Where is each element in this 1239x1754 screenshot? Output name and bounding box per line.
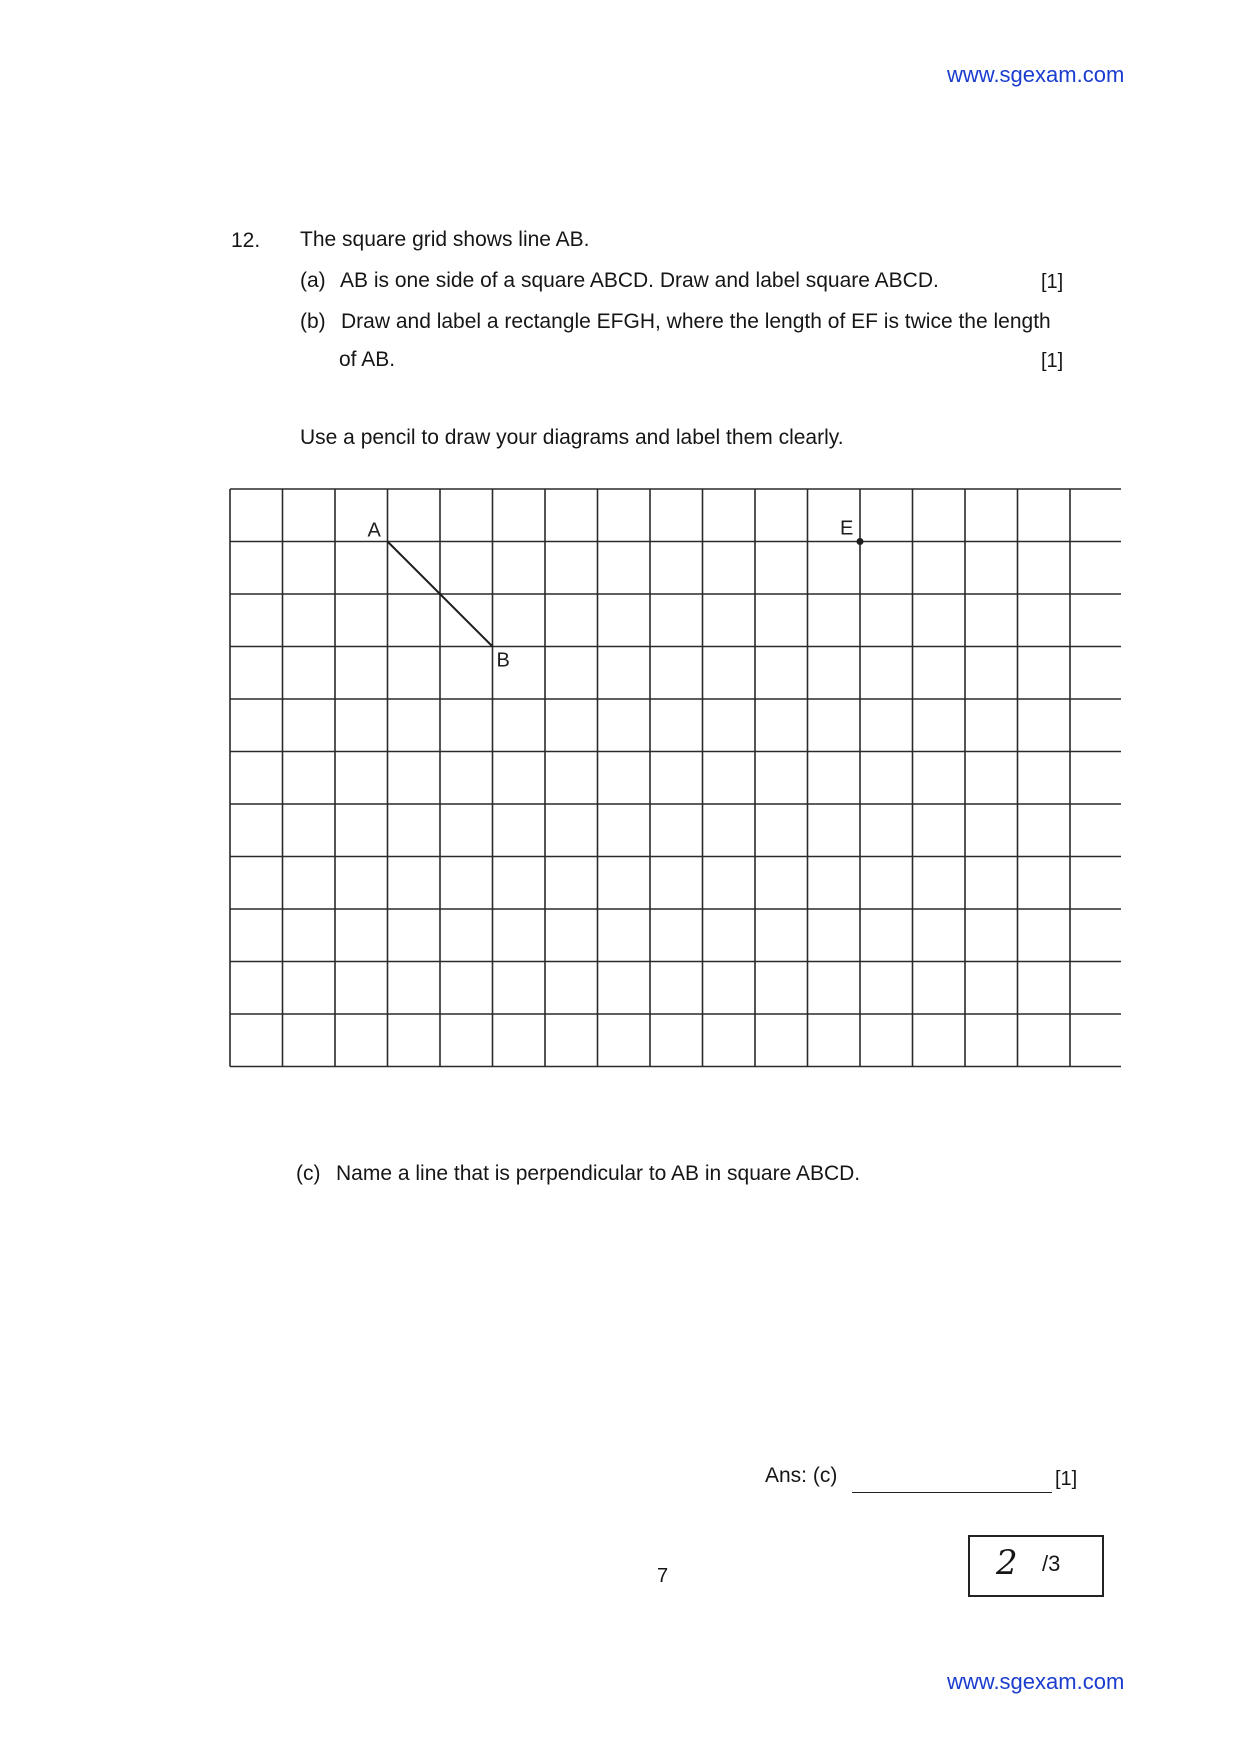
question-number: 12. xyxy=(231,229,261,252)
point-label-b: B xyxy=(496,649,510,672)
part-b-text-line2: of AB. xyxy=(339,348,396,371)
part-b-marks: [1] xyxy=(1041,350,1064,372)
question-stem: The square grid shows line AB. xyxy=(300,228,590,251)
part-a-label: (a) xyxy=(300,269,326,292)
website-link-bottom[interactable]: www.sgexam.com xyxy=(947,1669,1125,1694)
part-c-text: Name a line that is perpendicular to AB in square ABCD. xyxy=(336,1162,861,1185)
part-b-label: (b) xyxy=(300,310,326,333)
part-a-text: AB is one side of a square ABCD. Draw and label square ABCD. xyxy=(340,269,939,292)
part-b-text-line1: Draw and label a rectangle EFGH, where the length of EF is twice the length xyxy=(341,310,1051,333)
point-label-e: E xyxy=(840,517,854,540)
handwritten-score: 2 xyxy=(996,1543,1018,1583)
answer-label: Ans: (c) xyxy=(765,1464,838,1487)
score-total: /3 xyxy=(1042,1551,1061,1576)
answer-marks: [1] xyxy=(1055,1468,1078,1490)
score-box xyxy=(968,1535,1104,1597)
drawing-instruction: Use a pencil to draw your diagrams and label them clearly. xyxy=(300,426,844,449)
answer-line[interactable] xyxy=(852,1492,1052,1493)
website-link-top[interactable]: www.sgexam.com xyxy=(947,62,1125,87)
part-a-marks: [1] xyxy=(1041,271,1064,293)
square-grid xyxy=(229,488,1121,1090)
point-e xyxy=(857,538,864,545)
grid-lines xyxy=(230,489,1121,1067)
point-label-a: A xyxy=(367,519,381,542)
part-c-label: (c) xyxy=(296,1162,321,1185)
page-number: 7 xyxy=(657,1565,669,1587)
